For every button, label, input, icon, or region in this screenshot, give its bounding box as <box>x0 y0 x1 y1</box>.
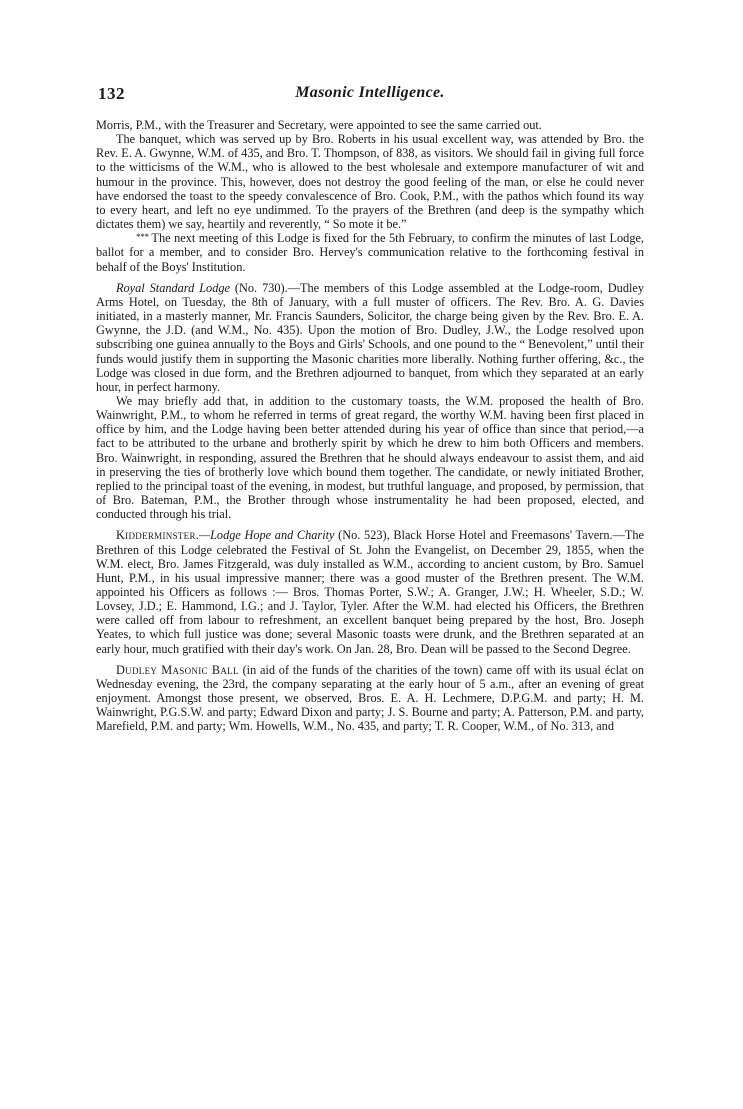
paragraph-kidderminster <box>96 528 644 655</box>
paragraph-text: (in aid of the funds of the charities of the town) came off with its usual éclat on Wednesday evening, the 23rd, the company separating at the early hour of 5 a.m., after an evening of great enjoyment. Amongst those present, we observed, Bros. E. A. H. Lechmere, D.P.G.M. and party; H. M. Wainwright, P.G.S.W. and party; Edward Dixon and party; J. S. Bourne and party; A. Patterson, P.M. and party, Marefield, P.M. and party; Wm. Howells, W.M., No. 435, and party; T. R. Cooper, W.M., of No. 313, and <box>96 662 645 734</box>
paragraph-toasts <box>96 394 644 521</box>
paragraph-text: We may briefly add that, in addition to the customary toasts, the W.M. proposed the health of Bro. Wainwright, P.M., to whom he referred in terms of great regard, the worthy W.M. having been first placed in office by him, and the Lodge having been better attended during his year of office than since that period,—a fact to be attributed to the urbane and brotherly spirit by which he drew to him both Officers and members. Bro. Wainwright, in responding, assured the Brethren that he should always endeavour to assist them, and aid in preserving the ties of brotherly love which bound them together. The candidate, or newly initiated Brother, replied to the principal toast of the evening, in modest, but truthful language, and proposed, by permission, that of Bro. Bateman, P.M., the Brother through whose instrumentality he had been proposed, elected, and conducted through his trial. <box>96 393 644 522</box>
paragraph-text: Morris, P.M., with the Treasurer and Secretary, were appointed to see the same carried out. <box>96 118 542 132</box>
paragraph-text: (No. 730).—The members of this Lodge assembled at the Lodge-room, Dudley Arms Hotel, on Tuesday, the 8th of January, with a full muster of officers. The Rev. Bro. A. G. Davies initiated, in a masterly manner, Mr. Francis Saunders, Solicitor, the charge being given by the Rev. Bro. E. A. Gwynne, the J.D. (and W.M., No. 435). Upon the motion of Bro. Dudley, J.W., the Lodge resolved upon subscribing one guinea annually to the Boys and Girls' Schools, and one pound to the “ Benevolent,” until their funds would justify them in supporting the Masonic charities more liberally. Nothing further offering, &c., the Lodge was closed in due form, and the Brethren adjourned to banquet, from which they separated at an early hour, in perfect harmony. <box>96 280 644 394</box>
place-name: Kidderminster. <box>116 528 200 543</box>
page-number: 132 <box>98 84 125 103</box>
asterism-mark: * * * <box>136 232 149 243</box>
lodge-name: —Lodge Hope and Charity <box>199 528 335 543</box>
paragraph-text: The banquet, which was served up by Bro. Roberts in his usual excellent way, was attended by Bro. the Rev. E. A. Gwynne, W.M. of 435, and Bro. T. Thompson, of 838, as visitors. We should fail in giving full force to the witticisms of the W.M., who is allowed to the best wholesale and extempore manufacturer of wit and humour in the province. This, however, does not destroy the good feeling of the man, or else he could never have endorsed the toast to the speedy convalescence of Bro. Cook, P.M., with the pathos which found its way to every heart, and left no eye undimmed. To the prayers of the Brethren (and deep is the sympathy which dictates them) we say, heartily and reverently, “ So mote it be.” <box>96 132 644 232</box>
paragraph-next-meeting <box>96 231 644 273</box>
paragraph-text: The next meeting of this Lodge is fixed for the 5th February, to confirm the minutes of last Lodge, ballot for a member, and to consider Bro. Hervey's communication relative to the forthcoming festival in behalf of the Boys' Institution. <box>96 231 644 274</box>
paragraph-royal-standard-lodge <box>96 281 644 394</box>
page-header <box>96 84 644 108</box>
event-name: Dudley Masonic Ball <box>116 662 239 677</box>
document-page <box>96 84 644 734</box>
running-title: Masonic Intelligence. <box>295 84 445 101</box>
article-body <box>96 118 644 734</box>
paragraph-text: (No. 523), Black Horse Hotel and Freemasons' Tavern.—The Brethren of this Lodge celebrated the Festival of St. John the Evangelist, on December 29, 1855, when the W.M. elect, Bro. James Fitzgerald, was duly installed as W.M., according to ancient custom, by Bro. Samuel Hunt, P.M., in his usual impressive manner; there was a good muster of the Brethren present. The W.M. appointed his Officers as follows :— Bros. Thomas Porter, S.W.; A. Granger, J.W.; H. Wheeler, S.D.; W. Lovsey, J.D.; E. Hammond, I.G.; and J. Taylor, Tyler. After the W.M. had elected his Officers, the Brethren were called off from labour to refreshment, an excellent banquet being prepared by the host, Bro. Joseph Yeates, to which full justice was done; several Masonic toasts were drunk, and the Brethren separated at an early hour, much gratified with their day's work. On Jan. 28, Bro. Dean will be passed to the Second Degree. <box>96 528 645 656</box>
paragraph-banquet <box>96 132 644 231</box>
paragraph-continuation <box>96 118 644 132</box>
paragraph-dudley-ball <box>96 663 644 734</box>
lodge-name: Royal Standard Lodge <box>116 280 230 295</box>
